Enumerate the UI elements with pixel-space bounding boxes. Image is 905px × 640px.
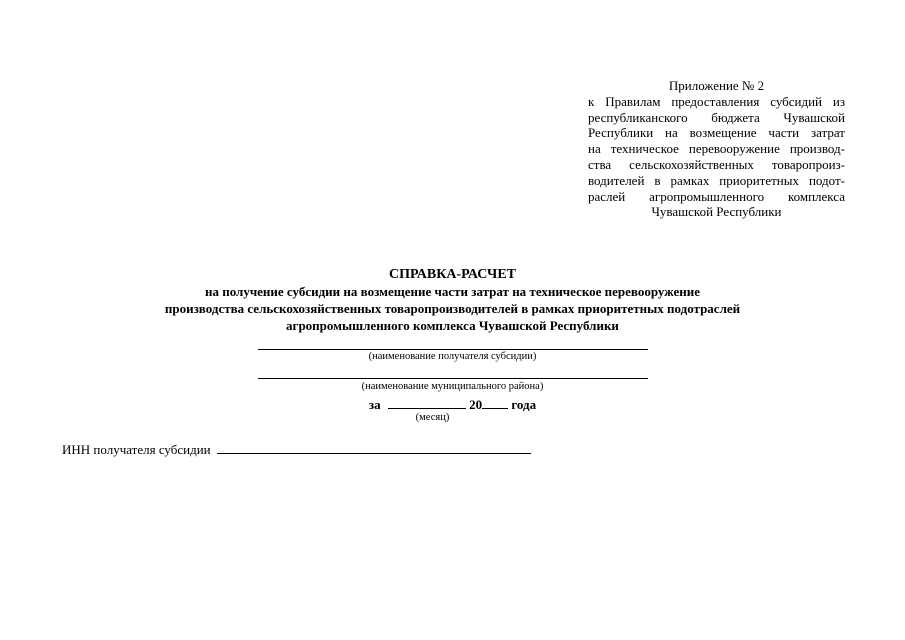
- period-row: [40, 396, 865, 413]
- appendix-block: [588, 78, 845, 220]
- appendix-line: ства сельскохозяйственных товаропроиз-: [588, 156, 845, 172]
- document-title: СПРАВКА-РАСЧЕТ: [388, 267, 517, 282]
- appendix-line: водителей в рамках приоритетных подот-: [588, 172, 845, 188]
- appendix-line: раслей агропромышленного комплекса: [588, 188, 845, 204]
- inn-row: [62, 441, 531, 458]
- period-prefix: за: [368, 397, 381, 412]
- document-subtitle-line: агропромышленного комплекса Чувашской Республики: [286, 318, 619, 333]
- recipient-name-field[interactable]: [258, 349, 648, 350]
- year-prefix: 20: [469, 397, 483, 412]
- recipient-caption: (наименование получателя субсидии): [368, 351, 537, 362]
- month-field[interactable]: [388, 396, 466, 409]
- appendix-line: Республики на возмещение части затрат: [588, 125, 845, 141]
- document-title-block: [40, 266, 865, 334]
- appendix-line: на техническое перевооружение производ-: [588, 141, 845, 157]
- inn-field[interactable]: [217, 441, 531, 454]
- inn-label: ИНН получателя субсидии: [62, 442, 211, 457]
- district-caption: (наименование муниципального района): [361, 381, 544, 392]
- district-name-field[interactable]: [258, 378, 648, 379]
- appendix-line: республиканского бюджета Чувашской: [588, 109, 845, 125]
- appendix-last-line: Чувашской Республики: [651, 204, 782, 220]
- document-subtitle-line: на получение субсидии на возмещение части затрат на техническое перевооружение: [204, 284, 701, 299]
- month-caption: (месяц): [415, 412, 450, 423]
- appendix-line: к Правилам предоставления субсидий из: [588, 93, 845, 109]
- appendix-number: Приложение № 2: [668, 78, 765, 93]
- document-subtitle-line: производства сельскохозяйственных товаропроизводителей в рамках приоритетных подотраслей: [164, 301, 741, 316]
- period-suffix: года: [511, 397, 537, 412]
- year-field[interactable]: [482, 396, 508, 409]
